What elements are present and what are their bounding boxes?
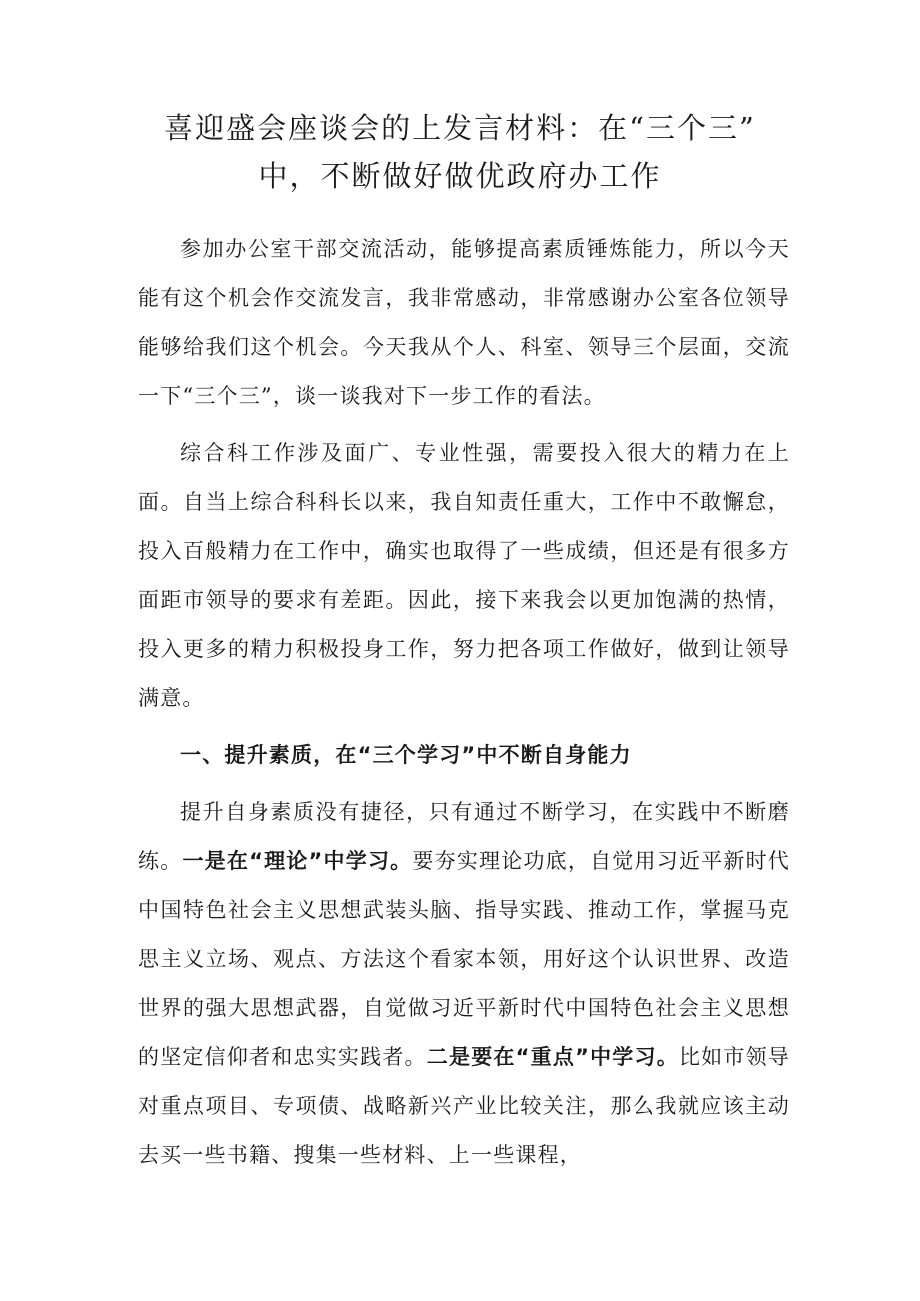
title-line-2: 中，不断做好做优政府办工作 (258, 159, 662, 193)
document-body (138, 225, 790, 1188)
paragraph-study-text-3: 比如市领导对重点项目、专项债、战略新兴产业比较关注，那么我就应该主动去买一些书籍、搜集一些材料、上一些课程， (138, 1045, 791, 1167)
paragraph-work-overview: 综合科工作涉及面广、专业性强，需要投入很大的精力在上面。自当上综合科科长以来，我自知责任重大，工作中不敢懈怠，投入百般精力在工作中，确实也取得了一些成绩，但还是有很多方面距市领导的要求有差距。因此，接下来我会以更加饱满的热情，投入更多的精力积极投身工作，努力把各项工作做好，做到让领导满意。 (138, 441, 790, 710)
section-heading-1: 一、提升素质，在“三个学习”中不断自身能力 (180, 743, 632, 767)
paragraph-study-bold-1: 一是在“理论”中学习。 (182, 849, 413, 873)
title-line-1: 喜迎盛会座谈会的上发言材料：在“三个三” (164, 111, 756, 145)
paragraph-intro: 参加办公室干部交流活动，能够提高素质锤炼能力，所以今天能有这个机会作交流发言，我非常感动，非常感谢办公室各位领导能够给我们这个机会。今天我从个人、科室、领导三个层面，交流一下“三个三”，谈一谈我对下一步工作的看法。 (138, 237, 790, 408)
paragraph-study-text-1: 提升自身素质没有捷径，只有通过不断学习，在实践中不断磨练。 (138, 800, 790, 873)
paragraph-study-bold-2: 二是要在“重点”中学习。 (426, 1045, 679, 1069)
paragraph-study (138, 788, 790, 1180)
paragraph-study-text-2: 要夯实理论功底，自觉用习近平新时代中国特色社会主义思想武装头脑、指导实践、推动工作，掌握马克思主义立场、观点、方法这个看家本领，用好这个认识世界、改造世界的强大思想武器，自觉做习近平新时代中国特色社会主义思想的坚定信仰者和忠实实践者。 (138, 849, 790, 1069)
document-title (140, 104, 780, 200)
